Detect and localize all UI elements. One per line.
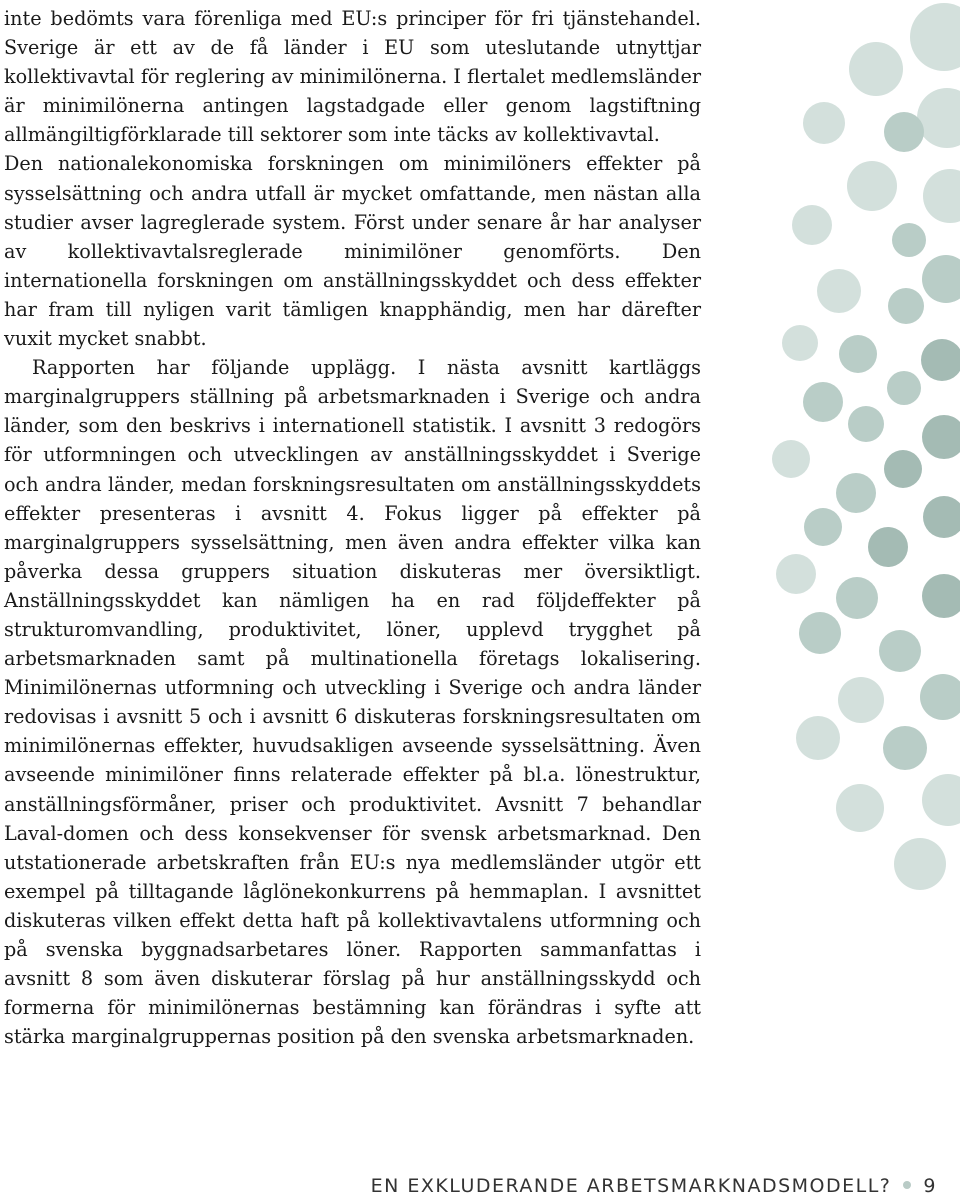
paragraph-2: Den nationalekonomiska forskningen om minimilöners effekter på sysselsättning och andra utfall är mycket omfattande, men nästan alla studier avser lagreglerade system. Först under senare år har analyser av kollektivavtalsreglerade minimilöner genomförts. Den internationella forskningen om anställningsskyddet och dess effekter har fram till nyligen varit tämligen knapphändig, men har därefter vuxit mycket snabbt. xyxy=(4,152,701,351)
decorative-dot xyxy=(836,577,878,619)
decorative-dot xyxy=(921,339,960,381)
decorative-dot xyxy=(836,784,884,832)
decorative-dot xyxy=(839,335,877,373)
decorative-dot xyxy=(887,371,921,405)
decorative-dot xyxy=(868,527,908,567)
decorative-dot xyxy=(776,554,816,594)
decorative-dot xyxy=(796,716,840,760)
bullet-dot-icon xyxy=(903,1181,911,1189)
page-number: 9 xyxy=(923,1175,937,1197)
decorative-dot xyxy=(883,726,927,770)
paragraph-3: Rapporten har följande upplägg. I nästa avsnitt kartläggs marginalgruppers ställning på arbetsmarknaden i Sverige och andra länder, som den beskrivs i internationell statistik. I avsnitt 3 redogörs för utformningen och utvecklingen av anställningsskyddet i Sverige och andra länder, medan forskningsresultaten om anställningsskyddets effekter presenteras i avsnitt 4. Fokus ligger på effekter på marginalgruppers sysselsättning, men även andra effekter vilka kan påverka dessa gruppers situation diskuteras mer översiktligt. Anställningsskyddet kan nämligen ha en rad följdeffekter på strukturomvandling, produktivitet, löner, upplevd trygghet på arbetsmarknaden samt på multinationella företags lokalisering. Minimilönernas utformning och utveckling i Sverige och andra länder redovisas i avsnitt 5 och i avsnitt 6 diskuteras forskningsresultaten om minimilönernas effekter, huvudsakligen avseende sysselsättning. Även avseende minimilöner finns relaterade effekter på bl.a. lönestruktur, anställningsförmåner, priser och produktivitet. Avsnitt 7 behandlar Laval-domen och dess konsekvenser för svensk arbetsmarknad. Den utstationerade arbetskraften från EU:s nya medlemsländer utgör ett exempel på tilltagande låglönekonkurrens på hemmaplan. I avsnittet diskuteras vilken effekt detta haft på kollektivavtalens utformning och på svenska byggnadsarbetares löner. Rapporten sammanfattas i avsnitt 8 som även diskuterar förslag på hur anställningsskydd och formerna för minimilönernas bestämning kan förändras i syfte att stärka marginalgruppernas position på den svenska arbetsmarknaden. xyxy=(4,356,701,1049)
decorative-dot xyxy=(923,169,960,223)
decorative-dot xyxy=(772,440,810,478)
decorative-dot xyxy=(817,269,861,313)
decorative-dot xyxy=(884,112,924,152)
decorative-dot xyxy=(892,223,926,257)
decorative-dot xyxy=(884,450,922,488)
decorative-dot xyxy=(888,288,924,324)
decorative-dot xyxy=(849,42,903,96)
decorative-dot xyxy=(792,205,832,245)
decorative-dot xyxy=(922,574,960,618)
decorative-dot xyxy=(879,630,921,672)
decorative-dot xyxy=(782,325,818,361)
decorative-dot xyxy=(894,838,946,890)
decorative-dot xyxy=(847,161,897,211)
decorative-dot xyxy=(848,406,884,442)
page-footer xyxy=(0,1175,937,1197)
body-text xyxy=(4,4,701,1051)
decorative-dot xyxy=(922,255,960,303)
footer-title: EN EXKLUDERANDE ARBETSMARKNADSMODELL? xyxy=(370,1175,892,1197)
decorative-dot xyxy=(920,674,960,720)
decorative-dot xyxy=(923,496,960,538)
decorative-dot xyxy=(803,102,845,144)
decorative-dot xyxy=(836,473,876,513)
decorative-dot xyxy=(799,612,841,654)
paragraph-1: inte bedömts vara förenliga med EU:s principer för fri tjänstehandel. Sverige är ett av de få länder i EU som uteslutande utnyttjar kollektivavtal för reglering av minimilönerna. I flertalet medlemsländer är minimilönerna antingen lagstadgade eller genom lagstiftning allmängiltigförklarade till sektorer som inte täcks av kollektivavtal. xyxy=(4,7,701,147)
decorative-dot xyxy=(838,677,884,723)
decorative-dot xyxy=(917,88,960,148)
decorative-dot xyxy=(922,774,960,826)
decorative-dot xyxy=(922,415,960,459)
decorative-dot xyxy=(804,508,842,546)
decorative-dot xyxy=(910,3,960,71)
decorative-dot xyxy=(803,382,843,422)
